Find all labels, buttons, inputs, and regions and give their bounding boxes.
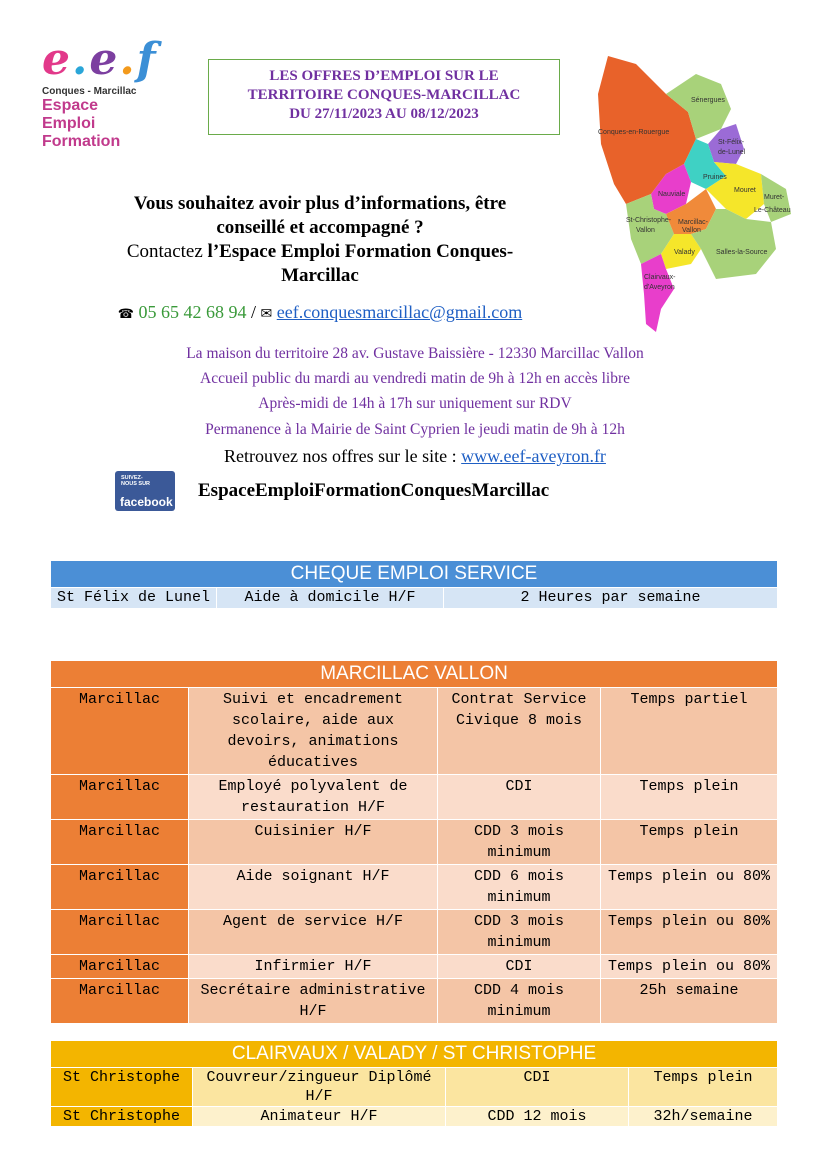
logo-line-2: Emploi	[42, 115, 96, 132]
map-label: St-Christophe-	[626, 217, 672, 224]
map-label: Muret-	[764, 194, 785, 201]
map-label: Vallon	[636, 227, 655, 234]
cell-contract: CDI	[438, 955, 601, 979]
cell-location: St Christophe	[51, 1068, 193, 1107]
cell-location: St Christophe	[51, 1107, 193, 1127]
title-line-3: DU 27/11/2023 AU 08/12/2023	[289, 106, 479, 122]
facebook-page-name: EspaceEmploiFormationConquesMarcillac	[198, 480, 550, 501]
table-row	[51, 979, 778, 1024]
contact-block	[60, 192, 580, 288]
logo-line-1: Espace	[42, 97, 99, 114]
contact-line-2: conseillé et accompagné ?	[216, 217, 424, 238]
cell-job: Aide à domicile H/F	[217, 588, 444, 609]
eef-logo	[42, 34, 202, 168]
mail-icon: ✉	[260, 307, 273, 322]
map-label: Conques-en-Rouergue	[598, 129, 670, 136]
table-title: MARCILLAC VALLON	[51, 661, 778, 688]
map-label: Pruines	[703, 174, 727, 181]
logo-mark-char: e	[42, 34, 72, 85]
cell-contract: CDD 3 mois minimum	[438, 910, 601, 955]
table-row	[51, 1107, 778, 1127]
map-label: Vallon	[682, 227, 701, 234]
website-link[interactable]: www.eef-aveyron.fr	[461, 446, 606, 466]
map-label: St-Félix-	[718, 139, 745, 146]
table-row	[51, 688, 778, 775]
cell-time: Temps partiel	[601, 688, 778, 775]
cell-contract: 2 Heures par semaine	[444, 588, 778, 609]
cell-contract: CDD 12 mois	[446, 1107, 629, 1127]
address-line: La maison du territoire 28 av. Gustave Baissière - 12330 Marcillac Vallon	[186, 345, 644, 362]
logo-mark-char: f	[136, 34, 158, 85]
cell-job: Employé polyvalent de restauration H/F	[189, 775, 438, 820]
cell-time: Temps plein ou 80%	[601, 955, 778, 979]
contact-org: l’Espace Emploi Formation Conques-	[207, 241, 514, 262]
logo-mark-char: .	[72, 34, 90, 85]
cell-contract: CDD 4 mois minimum	[438, 979, 601, 1024]
cell-time: Temps plein ou 80%	[601, 910, 778, 955]
title-line-1: LES OFFRES D’EMPLOI SUR LE	[269, 68, 499, 84]
hours-line-2: Après-midi de 14h à 17h sur uniquement sur RDV	[258, 395, 572, 412]
logo-line-3: Formation	[42, 133, 121, 150]
territory-map	[596, 54, 796, 334]
cell-time: 32h/semaine	[629, 1107, 778, 1127]
cell-location: St Félix de Lunel	[51, 588, 217, 609]
contact-line-4: Marcillac	[281, 265, 359, 286]
permanence-line: Permanence à la Mairie de Saint Cyprien le jeudi matin de 9h à 12h	[205, 421, 625, 438]
facebook-icon: facebook	[120, 495, 173, 509]
table-title: CHEQUE EMPLOI SERVICE	[51, 561, 778, 588]
cell-location: Marcillac	[51, 775, 189, 820]
cell-job: Agent de service H/F	[189, 910, 438, 955]
table-row	[51, 955, 778, 979]
logo-subtitle: Conques - Marcillac	[42, 86, 137, 97]
website-prefix: Retrouvez nos offres sur le site :	[224, 446, 462, 466]
cell-job: Infirmier H/F	[189, 955, 438, 979]
cell-location: Marcillac	[51, 688, 189, 775]
table-clairvaux	[50, 1040, 778, 1127]
cell-contract: Contrat Service Civique 8 mois	[438, 688, 601, 775]
email-link[interactable]: eef.conquesmarcillac@gmail.com	[276, 302, 523, 322]
facebook-follow-text: SUIVEZ-NOUS SUR	[121, 475, 151, 487]
cell-time: Temps plein ou 80%	[601, 865, 778, 910]
cell-location: Marcillac	[51, 910, 189, 955]
cell-time: Temps plein	[629, 1068, 778, 1107]
logo-mark	[42, 34, 202, 85]
cell-location: Marcillac	[51, 865, 189, 910]
contact-line-3	[60, 240, 580, 264]
cell-job: Aide soignant H/F	[189, 865, 438, 910]
hours-line-1: Accueil public du mardi au vendredi matin de 9h à 12h en accès libre	[200, 370, 630, 387]
phone-email-line	[60, 302, 580, 323]
map-label: Marcillac-	[678, 219, 708, 226]
logo-mark-char: .	[119, 34, 137, 85]
contact-prefix: Contactez	[126, 241, 208, 262]
table-row	[51, 1068, 778, 1107]
table-marcillac	[50, 660, 778, 1024]
cell-contract: CDD 6 mois minimum	[438, 865, 601, 910]
table-row	[51, 910, 778, 955]
cell-time: 25h semaine	[601, 979, 778, 1024]
facebook-badge[interactable]	[115, 471, 175, 511]
phone-icon: ☎	[117, 306, 134, 321]
website-line	[60, 446, 770, 467]
cell-job: Couvreur/zingueur Diplômé H/F	[193, 1068, 446, 1107]
table-row	[51, 775, 778, 820]
cell-job: Cuisinier H/F	[189, 820, 438, 865]
cell-contract: CDI	[446, 1068, 629, 1107]
map-label: Mouret	[734, 187, 756, 194]
table-row	[51, 865, 778, 910]
cell-contract: CDD 3 mois minimum	[438, 820, 601, 865]
map-label: Sénergues	[691, 97, 725, 104]
map-label: Valady	[674, 249, 695, 256]
table-cheque-emploi	[50, 560, 778, 609]
map-label: de-Lunel	[718, 149, 746, 156]
cell-job: Animateur H/F	[193, 1107, 446, 1127]
cell-job: Secrétaire administrative H/F	[189, 979, 438, 1024]
table-row	[51, 588, 778, 609]
contact-line-1: Vous souhaitez avoir plus d’informations, être	[133, 193, 507, 214]
cell-time: Temps plein	[601, 775, 778, 820]
table-row	[51, 820, 778, 865]
cell-location: Marcillac	[51, 979, 189, 1024]
title-line-2: TERRITOIRE CONQUES-MARCILLAC	[247, 87, 521, 103]
map-label: Le-Château	[754, 207, 791, 214]
cell-location: Marcillac	[51, 820, 189, 865]
cell-job: Suivi et encadrement scolaire, aide aux devoirs, animations éducatives	[189, 688, 438, 775]
map-label: Nauviale	[658, 191, 686, 198]
cell-location: Marcillac	[51, 955, 189, 979]
map-label: Clairvaux-	[644, 274, 676, 281]
map-label: d'Aveyron	[644, 284, 675, 291]
phone-number[interactable]: 05 65 42 68 94	[138, 302, 247, 322]
logo-mark-char: e	[89, 34, 120, 85]
cell-contract: CDI	[438, 775, 601, 820]
map-label: Salles-la-Source	[716, 249, 768, 256]
cell-time: Temps plein	[601, 820, 778, 865]
table-title: CLAIRVAUX / VALADY / ST CHRISTOPHE	[51, 1041, 778, 1068]
separator: /	[250, 302, 261, 322]
title-box	[208, 59, 560, 135]
